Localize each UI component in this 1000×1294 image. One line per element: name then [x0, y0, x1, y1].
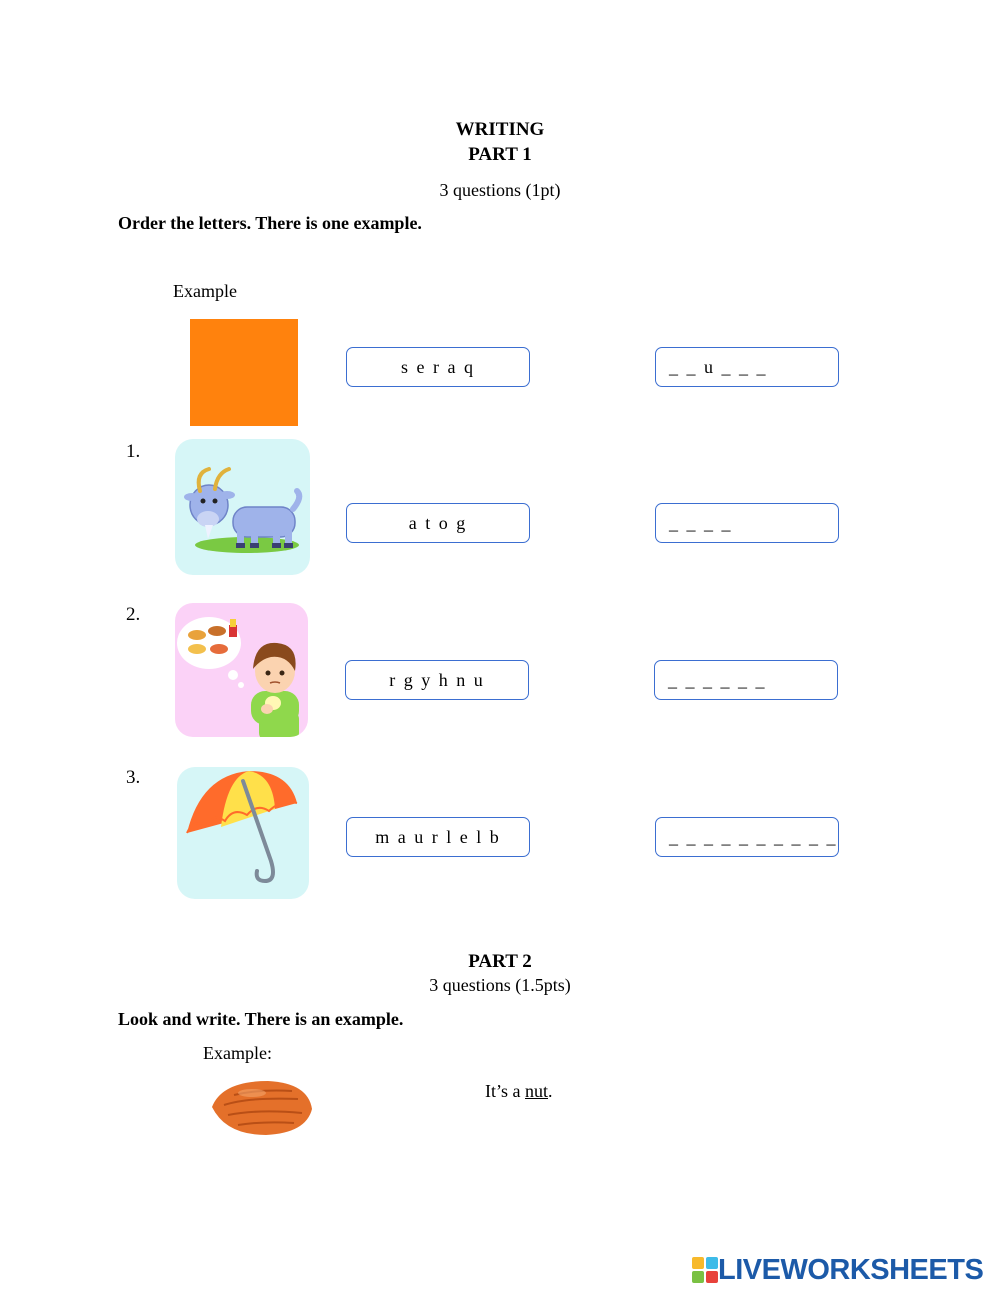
part1-subtitle: 3 questions (1pt): [439, 180, 561, 200]
part2-subtitle: 3 questions (1.5pts): [429, 975, 571, 995]
sentence-answer: nut: [525, 1081, 549, 1101]
item-1-number: 1.: [126, 441, 141, 462]
item-2-number: 2.: [126, 604, 141, 625]
nut-image: [208, 1075, 314, 1144]
item-2-scrambled-box: r g y h n u: [345, 660, 529, 700]
liveworksheets-logo: [692, 1253, 983, 1287]
orange-square-image: [190, 319, 298, 426]
logo-grid-icon: [692, 1257, 718, 1283]
item-3-answer-box[interactable]: _ _ _ _ _ _ _ _ _ _: [655, 817, 839, 857]
part2-example-sentence: [485, 1081, 553, 1102]
part1-title: PART 1: [468, 144, 532, 165]
part2-title: PART 2: [468, 951, 532, 972]
sentence-prefix: It’s a: [485, 1081, 525, 1101]
example-label: Example: [173, 281, 237, 301]
umbrella-image: [177, 767, 309, 899]
part1-instruction: Order the letters. There is one example.: [118, 213, 422, 233]
hungry-boy-image: [175, 603, 308, 737]
page-title: WRITING: [455, 119, 545, 140]
item-1-scrambled-box: a t o g: [346, 503, 530, 543]
example-scrambled-box: s e r a q: [346, 347, 530, 387]
item-3-number: 3.: [126, 767, 141, 788]
logo-text: LIVEWORKSHEETS: [718, 1253, 984, 1286]
sentence-suffix: .: [548, 1081, 553, 1101]
example-answer-box: _ _ u _ _ _: [655, 347, 839, 387]
goat-image: [175, 439, 310, 575]
part2-example-label: Example:: [203, 1043, 272, 1063]
item-1-answer-box[interactable]: _ _ _ _: [655, 503, 839, 543]
item-2-answer-box[interactable]: _ _ _ _ _ _: [654, 660, 838, 700]
part2-instruction: Look and write. There is an example.: [118, 1009, 404, 1029]
item-3-scrambled-box: m a u r l e l b: [346, 817, 530, 857]
